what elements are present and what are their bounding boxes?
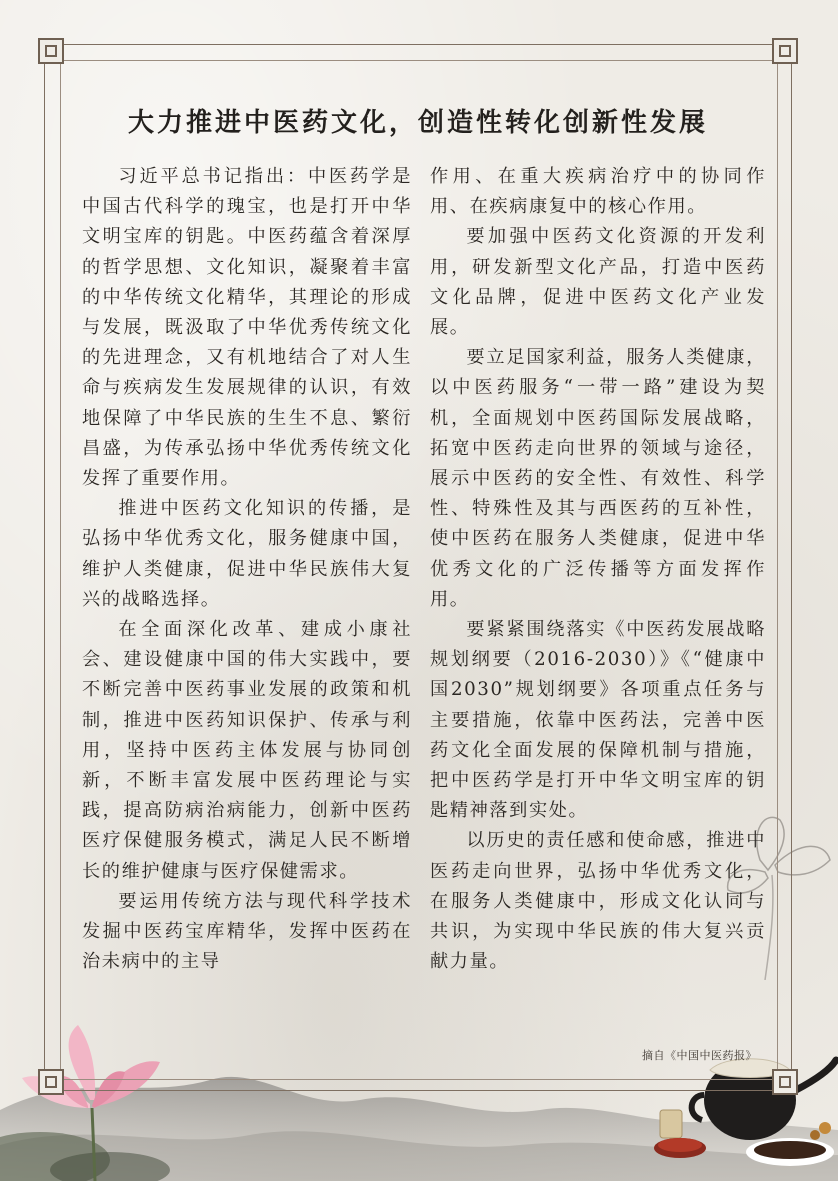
article-right-column — [430, 162, 766, 977]
article-paragraph: 以历史的责任感和使命感，推进中医药走向世界，弘扬中华优秀文化，在服务人类健康中，形成文化认同与共识，为实现中华民族的伟大复兴贡献力量。 — [430, 830, 766, 973]
article-paragraph: 要运用传统方法与现代科学技术发掘中医药宝库精华，发挥中医药在治未病中的主导 — [82, 890, 412, 973]
article-paragraph: 要紧紧围绕落实《中医药发展战略规划纲要（2016-2030）》《“健康中国2030”规划纲要》各项重点任务与主要措施，依靠中医药法，完善中医药文化全面发展的保障机制与措施，把中医药学是打开中华文明宝库的钥匙精神落到实处。 — [430, 619, 766, 822]
article-paragraph-continuation: 作用、在重大疾病治疗中的协同作用、在疾病康复中的核心作用。 — [430, 166, 766, 218]
frame-corner-ornament — [772, 1069, 798, 1095]
article-title: 大力推进中医药文化，创造性转化创新性发展 — [127, 108, 708, 138]
article-paragraph: 在全面深化改革、建成小康社会、建设健康中国的伟大实践中，要不断完善中医药事业发展的政策和机制，推进中医药知识保护、传承与利用，坚持中医药主体发展与协同创新，不断丰富发展中医药理论与实践，提高防病治病能力，创新中医药医疗保健服务模式，满足人民不断增长的维护健康与医疗保健需求。 — [82, 619, 412, 882]
article-left-column — [82, 162, 412, 977]
article-paragraph: 习近平总书记指出：中医药学是中国古代科学的瑰宝，也是打开中华文明宝库的钥匙。中医药蕴含着深厚的哲学思想、文化知识，凝聚着丰富的中华传统文化精华，其理论的形成与发展，既汲取了中华优秀传统文化的先进理念，又有机地结合了对人生命与疾病发生发展规律的认识，有效地保障了中华民族的生生不息、繁衍昌盛，为传承弘扬中华优秀传统文化发挥了重要作用。 — [82, 166, 412, 490]
frame-corner-ornament — [38, 1069, 64, 1095]
article-paragraph: 要加强中医药文化资源的开发利用，研发新型文化产品，打造中医药文化品牌，促进中医药文化产业发展。 — [430, 226, 766, 339]
frame-corner-ornament — [772, 38, 798, 64]
frame-corner-ornament — [38, 38, 64, 64]
source-credit: 摘自《中国中医药报》 — [642, 1049, 757, 1062]
article-paragraph: 要立足国家利益，服务人类健康，以中医药服务“一带一路”建设为契机，全面规划中医药国际发展战略，拓宽中医药走向世界的领域与途径，展示中医药的安全性、有效性、科学性、特殊性及其与西医药的互补性，使中医药在服务人类健康，促进中华优秀文化的广泛传播等方面发挥作用。 — [430, 347, 766, 610]
article-paragraph: 推进中医药文化知识的传播，是弘扬中华优秀文化，服务健康中国，维护人类健康，促进中华民族伟大复兴的战略选择。 — [82, 498, 412, 610]
